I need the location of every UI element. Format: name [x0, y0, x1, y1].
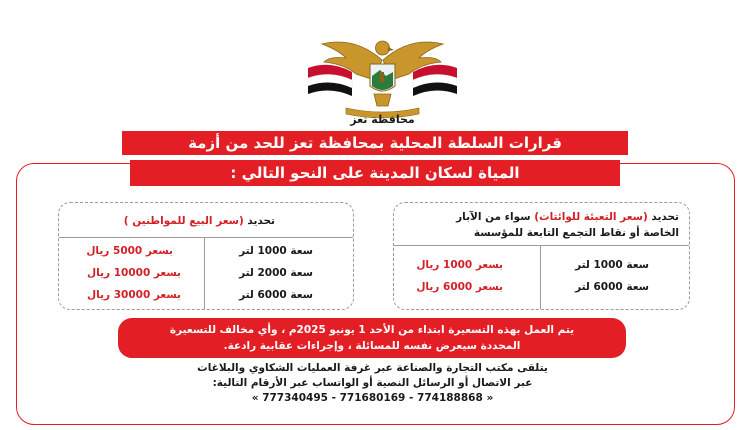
citizen-size-3: سعة 6000 لتر: [239, 289, 313, 301]
citizen-size-2: سعة 2000 لتر: [239, 267, 313, 279]
station-heading-divider: [394, 245, 689, 246]
citizen-price-3: بسعر 30000 ريال: [87, 289, 181, 301]
citizen-column-divider: [204, 237, 205, 309]
contact-line-1: يتلقى مكتب التجارة والصناعة عبر غرفة العمليات الشكاوي والبلاغات: [197, 362, 548, 374]
station-heading-accent: (سعر التعبئة للوائتات): [534, 211, 648, 223]
citizen-heading-prefix: تحديد: [247, 215, 275, 227]
citizen-price-box: [58, 202, 354, 310]
station-heading-line-2: الخاصة أو نقاط التجمع التابعة للمؤسسة: [473, 227, 679, 239]
contact-line-2: عبر الاتصال أو الرسائل النصية أو الواتساب عبر الأرقام التالية:: [212, 377, 533, 389]
citizen-heading-divider: [59, 237, 353, 238]
citizen-price-2: بسعر 10000 ريال: [87, 267, 181, 279]
notice-line-1: يتم العمل بهذه التسعيرة ابتداء من الأحد 1 يونيو 2025م ، وأي مخالف للتسعيرة: [169, 324, 575, 336]
station-price-1: بسعر 1000 ريال: [416, 259, 503, 271]
governorate-name: محافظة تعز: [350, 113, 415, 126]
contact-phone-numbers: « 777340495 - 771680169 - 774188868 »: [251, 392, 494, 404]
title-banner-line-2: المياة لسكان المدينة على النحو التالي :: [130, 160, 620, 186]
station-price-2: بسعر 6000 ريال: [416, 281, 503, 293]
station-heading-prefix: تحديد: [651, 211, 679, 223]
notice-line-2: المحددة سيعرض نفسه للمسائلة ، وإجراءات عقابية رادعة.: [223, 340, 521, 352]
station-size-2: سعة 6000 لتر: [575, 281, 649, 293]
citizen-heading-accent: (سعر البيع للمواطنين ): [123, 215, 244, 227]
station-price-box: [393, 202, 690, 310]
citizen-price-heading: [124, 213, 275, 229]
citizen-price-1: بسعر 5000 ريال: [86, 245, 173, 257]
station-column-divider: [540, 245, 541, 309]
title-banner-line-1: قرارات السلطة المحلية بمحافظة تعز للحد من أزمة: [122, 131, 628, 155]
effective-date-notice: [118, 318, 626, 358]
citizen-size-1: سعة 1000 لتر: [239, 245, 313, 257]
station-size-1: سعة 1000 لتر: [575, 259, 649, 271]
yemen-eagle-emblem-icon: [300, 30, 465, 120]
station-price-heading: [456, 209, 679, 225]
station-heading-suffix: سواء من الآبار: [456, 211, 531, 223]
